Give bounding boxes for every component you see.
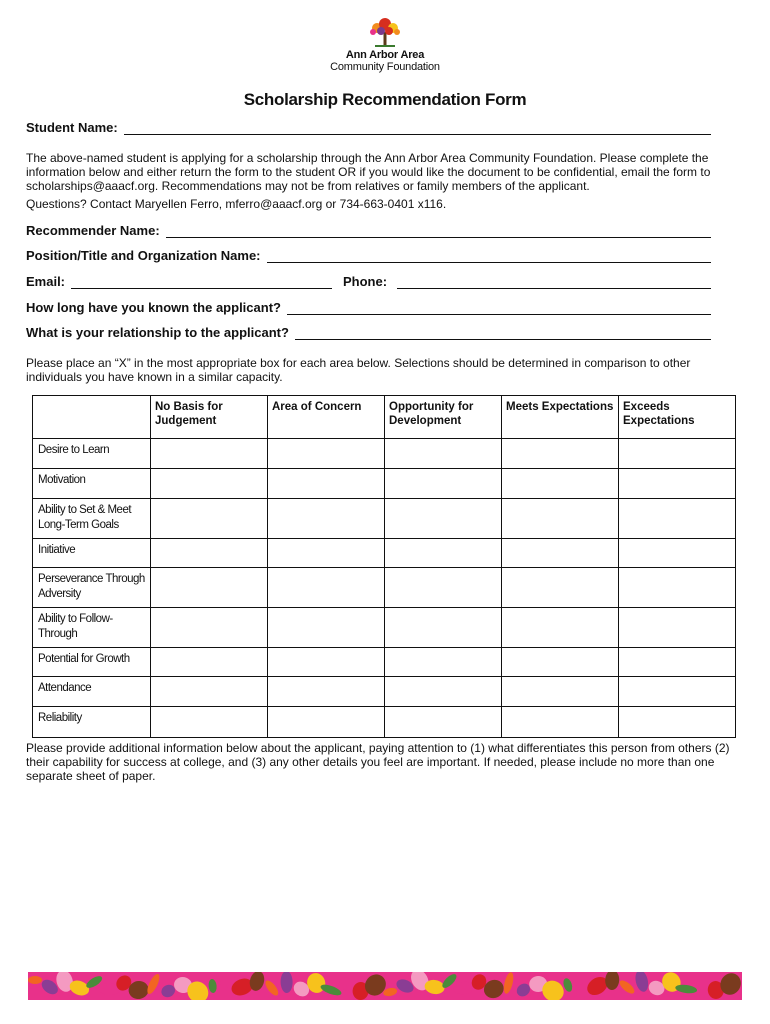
recommender-name-field xyxy=(26,223,711,238)
table-header-row xyxy=(33,396,736,439)
rating-cell[interactable] xyxy=(268,539,385,568)
position-org-line[interactable] xyxy=(267,250,711,263)
rating-cell[interactable] xyxy=(502,568,619,608)
rating-cell[interactable] xyxy=(151,707,268,738)
rating-cell[interactable] xyxy=(385,499,502,539)
student-name-field xyxy=(26,120,711,135)
row-label: Initiative xyxy=(33,539,151,568)
rating-cell[interactable] xyxy=(268,677,385,707)
table-row xyxy=(33,499,736,539)
rating-cell[interactable] xyxy=(619,499,736,539)
rating-cell[interactable] xyxy=(502,469,619,499)
row-label: Potential for Growth xyxy=(33,648,151,677)
email-field xyxy=(26,274,332,289)
table-row xyxy=(33,539,736,568)
header-cell: Exceeds Expectations xyxy=(619,396,736,439)
rating-cell[interactable] xyxy=(619,608,736,648)
row-label: Motivation xyxy=(33,469,151,499)
rating-cell[interactable] xyxy=(385,469,502,499)
rating-cell[interactable] xyxy=(268,648,385,677)
student-name-line[interactable] xyxy=(124,122,711,135)
phone-field xyxy=(343,274,711,289)
position-org-label: Position/Title and Organization Name: xyxy=(26,248,261,263)
phone-line[interactable] xyxy=(397,276,711,289)
table-row xyxy=(33,648,736,677)
phone-label: Phone: xyxy=(343,274,388,289)
rating-cell[interactable] xyxy=(502,707,619,738)
rating-cell[interactable] xyxy=(268,568,385,608)
rating-cell[interactable] xyxy=(385,707,502,738)
rating-cell[interactable] xyxy=(385,608,502,648)
table-row xyxy=(33,568,736,608)
row-label: Reliability xyxy=(33,707,151,738)
relationship-field xyxy=(26,325,711,340)
row-label: Attendance xyxy=(33,677,151,707)
rating-cell[interactable] xyxy=(268,499,385,539)
rating-cell[interactable] xyxy=(619,568,736,608)
rating-cell[interactable] xyxy=(151,677,268,707)
rating-cell[interactable] xyxy=(151,539,268,568)
known-how-long-field xyxy=(26,300,711,315)
known-how-long-label: How long have you known the applicant? xyxy=(26,300,281,315)
page-title: Scholarship Recommendation Form xyxy=(243,90,527,109)
additional-info: Please provide additional information below about the applicant, paying attention to (1) what differentiates this person from others (2) their capability for success at college, and (3) any other details you feel are important. If needed, please include no more than one separate sheet of paper. xyxy=(26,741,730,783)
border-leaf xyxy=(28,976,42,984)
rating-cell[interactable] xyxy=(619,707,736,738)
row-label: Desire to Learn xyxy=(33,439,151,469)
header-blank xyxy=(33,396,151,439)
rating-cell[interactable] xyxy=(619,469,736,499)
rating-cell[interactable] xyxy=(502,499,619,539)
email-label: Email: xyxy=(26,274,66,289)
rating-cell[interactable] xyxy=(385,677,502,707)
table-row xyxy=(33,677,736,707)
rating-cell[interactable] xyxy=(502,648,619,677)
email-line[interactable] xyxy=(71,276,332,289)
recommender-name-label: Recommender Name: xyxy=(26,223,160,238)
rating-cell[interactable] xyxy=(619,648,736,677)
rating-cell[interactable] xyxy=(151,439,268,469)
rating-cell[interactable] xyxy=(619,677,736,707)
header-cell: Area of Concern xyxy=(268,396,385,439)
student-name-label: Student Name: xyxy=(26,120,118,135)
position-org-field xyxy=(26,248,711,263)
rating-cell[interactable] xyxy=(268,439,385,469)
header-cell: Opportunity for Development xyxy=(385,396,502,439)
rating-cell[interactable] xyxy=(151,469,268,499)
table-row xyxy=(33,439,736,469)
intro-paragraph: The above-named student is applying for a scholarship through the Ann Arbor Area Community Foundation. Please complete the information below and either return the form to the student OR if you would like the document to be confidential, email the form to scholarships@aaacf.org. Recommendations may not be from relatives or family members of the applicant. xyxy=(26,151,711,193)
table-row xyxy=(33,707,736,738)
rating-cell[interactable] xyxy=(151,648,268,677)
rating-cell[interactable] xyxy=(502,539,619,568)
instructions: Please place an “X” in the most appropriate box for each area below. Selections should be determined in comparison to other individuals you have known in a similar capacity. xyxy=(26,356,691,384)
contact-line: Questions? Contact Maryellen Ferro, mferro@aaacf.org or 734-663-0401 x116. xyxy=(26,197,447,211)
table-row xyxy=(33,608,736,648)
rating-cell[interactable] xyxy=(385,648,502,677)
rating-cell[interactable] xyxy=(151,608,268,648)
rating-cell[interactable] xyxy=(151,499,268,539)
rating-cell[interactable] xyxy=(385,568,502,608)
logo-line2: Community Foundation xyxy=(330,61,440,73)
rating-cell[interactable] xyxy=(385,539,502,568)
tree-icon xyxy=(365,18,405,48)
rating-cell[interactable] xyxy=(151,568,268,608)
logo xyxy=(326,18,444,73)
table-row xyxy=(33,469,736,499)
rating-cell[interactable] xyxy=(268,707,385,738)
header-cell: Meets Expectations xyxy=(502,396,619,439)
known-how-long-line[interactable] xyxy=(287,302,711,315)
rating-cell[interactable] xyxy=(502,677,619,707)
row-label: Ability to Follow-Through xyxy=(33,608,151,648)
rating-cell[interactable] xyxy=(502,608,619,648)
logo-line1: Ann Arbor Area xyxy=(345,49,425,61)
rating-cell[interactable] xyxy=(502,439,619,469)
header-cell: No Basis for Judgement xyxy=(151,396,268,439)
rating-cell[interactable] xyxy=(619,539,736,568)
rating-cell[interactable] xyxy=(619,439,736,469)
rating-cell[interactable] xyxy=(268,469,385,499)
row-label: Perseverance Through Adversity xyxy=(33,568,151,608)
rating-cell[interactable] xyxy=(268,608,385,648)
rating-table xyxy=(32,395,736,738)
recommender-name-line[interactable] xyxy=(166,225,711,238)
rating-cell[interactable] xyxy=(385,439,502,469)
relationship-line[interactable] xyxy=(295,327,711,340)
row-label: Ability to Set & Meet Long-Term Goals xyxy=(33,499,151,539)
decorative-leaf-border xyxy=(28,972,742,1000)
relationship-label: What is your relationship to the applicant? xyxy=(26,325,289,340)
